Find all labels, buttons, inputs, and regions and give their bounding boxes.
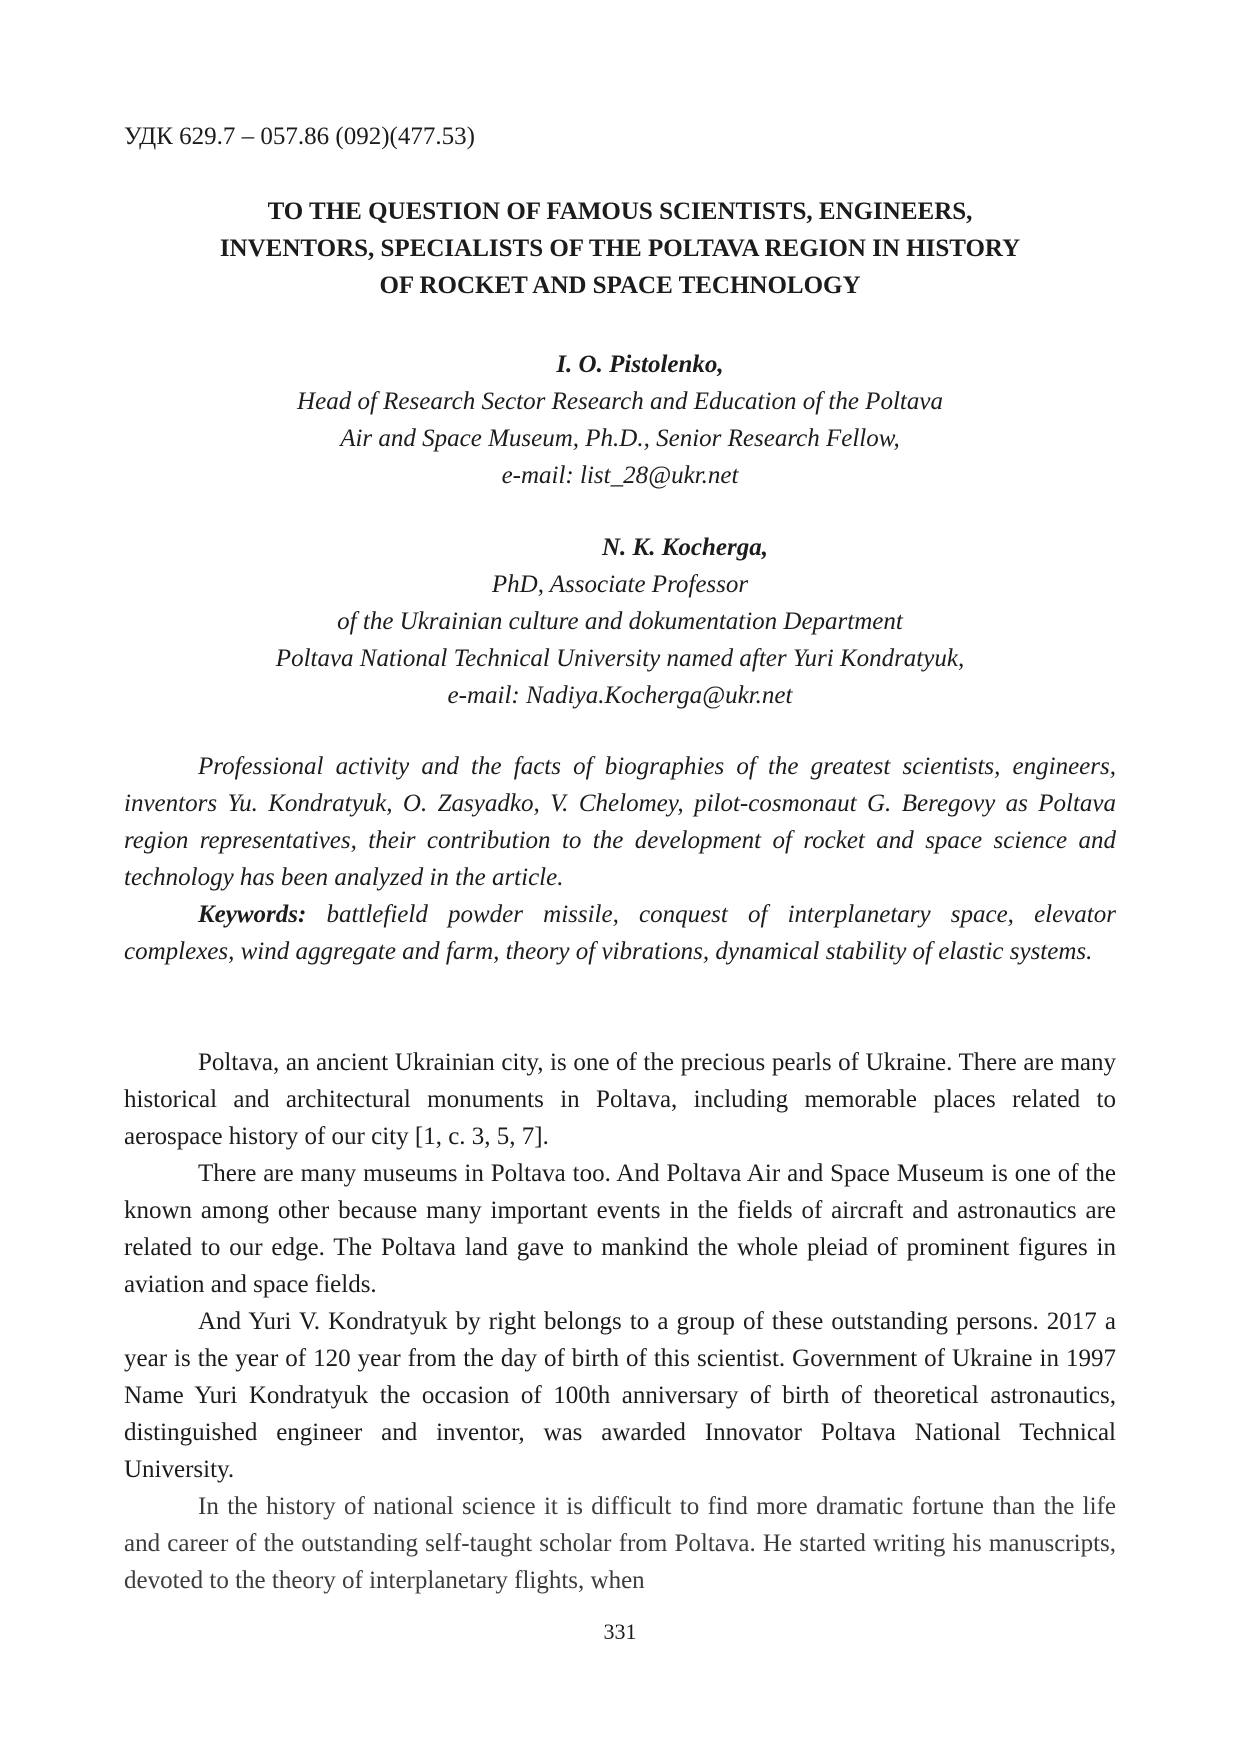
- keywords-text: battlefield powder missile, conquest of interplanetary space, elevator complexes, wind aggregate and farm, theory of vibrations, dynamical stability of elastic systems.: [124, 901, 1116, 965]
- page-number: 331: [603, 1619, 637, 1644]
- abstract: [124, 748, 1116, 970]
- paragraph: Poltava, an ancient Ukrainian city, is one of the precious pearls of Ukraine. There are many historical and architectural monuments in Poltava, including memorable places related to aerospace history of our city [1, c. 3, 5, 7].: [124, 1049, 1116, 1150]
- keywords: [124, 896, 1116, 970]
- author-affiliation: of the Ukrainian culture and dokumentation Department: [337, 608, 903, 635]
- paragraph: There are many museums in Poltava too. And Poltava Air and Space Museum is one of the known among other because many important events in the fields of aircraft and astronautics are related to our edge. The Poltava land gave to mankind the whole pleiad of prominent figures in aviation and space fields.: [124, 1160, 1116, 1298]
- title-line: OF ROCKET AND SPACE TECHNOLOGY: [379, 272, 861, 299]
- author-affiliation: PhD, Associate Professor: [491, 571, 749, 598]
- title-line: TO THE QUESTION OF FAMOUS SCIENTISTS, ENGINEERS,: [267, 198, 973, 225]
- paragraph: And Yuri V. Kondratyuk by right belongs to a group of these outstanding persons. 2017 a year is the year of 120 year from the day of birth of this scientist. Government of Ukraine in 1997 Name Yuri Kondratyuk the occasion of 100th anniversary of birth of theoretical astronautics, distinguished engineer and inventor, was awarded Innovator Poltava National Technical University.: [124, 1308, 1116, 1483]
- author-email: e-mail: Nadiya.Kocherga@ukr.net: [447, 682, 793, 709]
- author-block-kocherga: [124, 529, 1116, 714]
- keywords-label: Keywords:: [198, 901, 307, 928]
- author-affiliation: Air and Space Museum, Ph.D., Senior Research Fellow,: [340, 425, 900, 452]
- udc-code: УДК 629.7 – 057.86 (092)(477.53): [124, 123, 475, 150]
- author-name: N. K. Kocherga,: [602, 534, 768, 561]
- author-affiliation: Head of Research Sector Research and Education of the Poltava: [297, 388, 943, 415]
- abstract-text: Professional activity and the facts of biographies of the greatest scientists, engineers, inventors Yu. Kondratyuk, O. Zasyadko, V. Chelomey, pilot-cosmonaut G. Beregovy as Poltava region representatives, their contribution to the development of rocket and space science and technology has been analyzed in the article.: [124, 753, 1116, 891]
- author-block-pistolenko: [124, 346, 1116, 494]
- paragraph: In the history of national science it is difficult to find more dramatic fortune than the life and career of the outstanding self-taught scholar from Poltava. He started writing his manuscripts, devoted to the theory of interplanetary flights, when: [124, 1493, 1116, 1594]
- author-name: I. O. Pistolenko,: [556, 351, 724, 378]
- body-text: [124, 1044, 1116, 1599]
- author-email: e-mail: list_28@ukr.net: [501, 462, 739, 489]
- title-line: INVENTORS, SPECIALISTS OF THE POLTAVA REGION IN HISTORY: [219, 235, 1021, 262]
- article-title: [124, 193, 1116, 304]
- author-affiliation: Poltava National Technical University named after Yuri Kondratyuk,: [275, 645, 965, 672]
